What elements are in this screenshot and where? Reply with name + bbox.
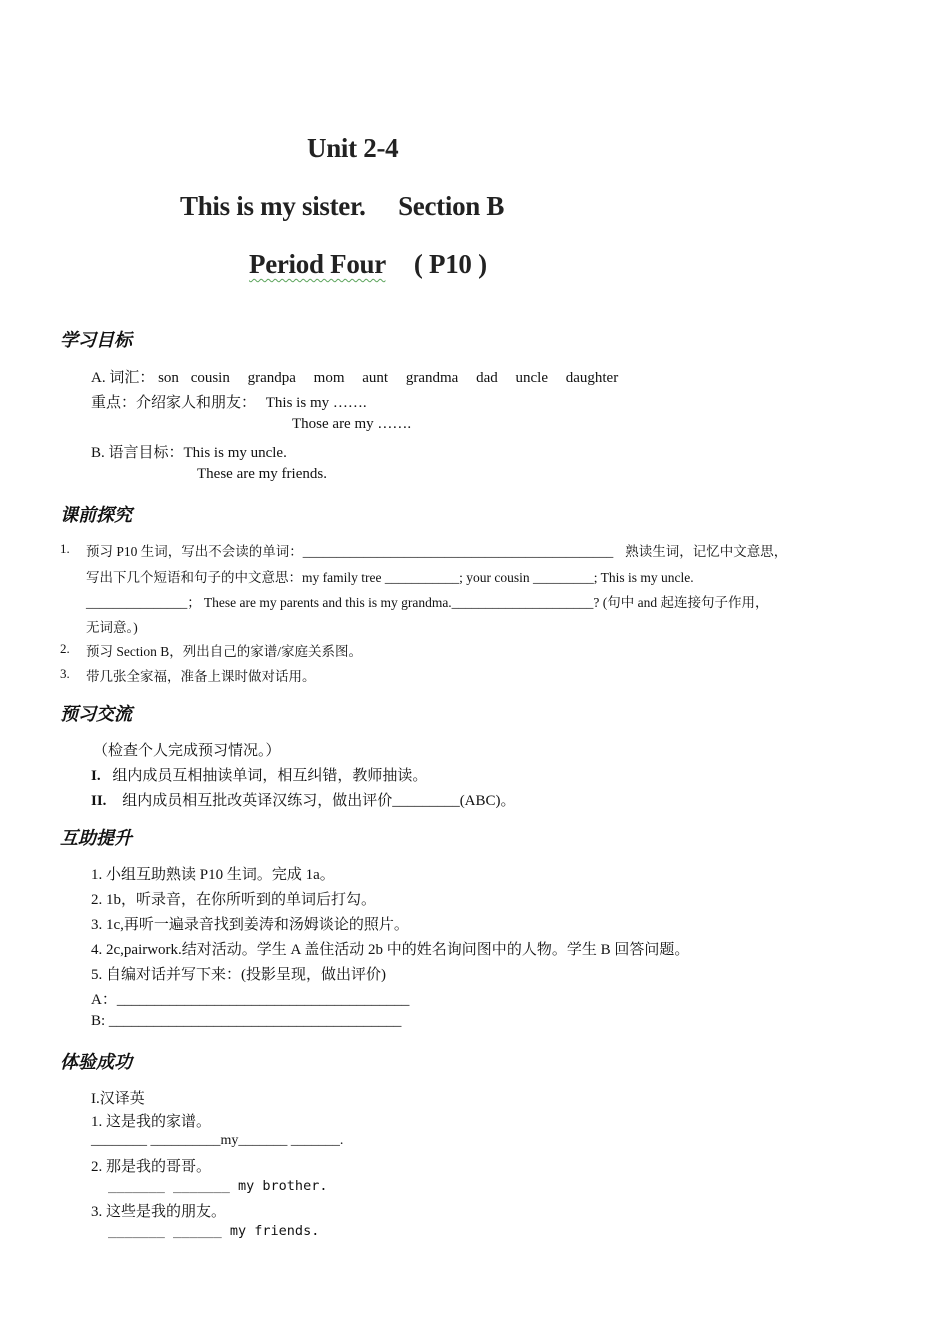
vocab-word: grandpa [247,370,296,386]
exchange-item-1-text: 组内成员互相抽读单词，相互纠错，教师抽读。 [112,768,428,784]
key-pattern-2: Those are my ……. [292,416,412,432]
preview-item-2: 预习 Section B，列出自己的家谱/家庭关系图。 [86,644,362,659]
vocab-word: son [158,370,179,386]
section-name: Section B [398,191,505,221]
lesson-title [180,191,504,222]
language-goal-2: These are my friends. [197,466,327,482]
vocab-word: uncle [515,370,548,386]
translation-question-2: 2. 那是我的哥哥。 [91,1159,212,1175]
dialogue-line-a: A：_______________________________________ [91,992,410,1008]
improve-item-5: 5. 自编对话并写下来：(投影呈现，做出评价) [91,967,386,983]
key-label: 重点：介绍家人和朋友： [91,395,257,411]
translation-question-1: 1. 这是我的家谱。 [91,1114,212,1130]
vocab-word: cousin [190,370,230,386]
translation-answer-3: _______ ______ my friends. [108,1223,320,1239]
roman-numeral: II. [91,793,107,809]
improve-item-1: 1. 小组互助熟读 P10 生词。完成 1a。 [91,867,335,883]
lesson-name: This is my sister. [180,191,366,221]
vocab-word: mom [313,370,345,386]
translation-answer-2: _______ _______ my brother. [108,1178,328,1194]
unit-title: Unit 2-4 [307,133,399,163]
success-subheading: I.汉译英 [91,1091,145,1107]
translation-answer-1: ________ __________my_______ _______. [91,1133,344,1148]
preview-item-3: 带几张全家福，准备上课时做对话用。 [86,669,316,684]
exchange-item-1 [91,764,427,785]
page-reference: ( P10 ) [413,249,487,279]
improve-item-4: 4. 2c,pairwork.结对活动。学生 A 盖住活动 2b 中的姓名询问图中的人物。学生 B 回答问题。 [91,942,690,958]
exchange-note: （检查个人完成预习情况。） [93,743,281,759]
preview-item-1-line-2: 写出下几个短语和句子的中文意思：my family tree ___________; your cousin _________; This is my uncle. [86,570,694,585]
improve-item-2: 2. 1b，听录音，在你所听到的单词后打勾。 [91,892,377,908]
dialogue-line-b: B: _______________________________________ [91,1013,402,1029]
vocab-word: daughter [565,370,619,386]
exchange-item-2 [91,789,516,810]
translation-question-3: 3. 这些是我的朋友。 [91,1204,227,1220]
vocab-word: grandma [405,370,459,386]
vocab-word: dad [476,370,498,386]
improve-heading: 互助提升 [60,828,132,849]
preview-item-1-line-3: _______________； These are my parents and this is my grandma._____________________? (句中 and 起连接句子作用， [86,595,769,610]
success-heading: 体验成功 [60,1052,132,1073]
answer-blank: ______________________________________________ [302,544,614,559]
vocab-line [91,366,618,387]
language-label: B. 语言目标： [91,445,184,461]
key-point-line [91,391,367,412]
preview-item-1-tail: 熟读生词，记忆中文意思， [625,544,788,559]
preview-item-1-line-4: 无词意。) [86,620,138,635]
roman-numeral: I. [91,768,101,784]
exchange-heading: 预习交流 [60,704,132,725]
period-name: Period Four [249,249,386,279]
vocab-word: aunt [362,370,389,386]
item-number: 2. [60,641,70,656]
preview-heading: 课前探究 [60,505,132,526]
exchange-item-2-text: 组内成员相互批改英译汉练习，做出评价_________(ABC)。 [122,793,516,809]
preview-item-1-text: 预习 P10 生词，写出不会读的单词： [86,544,303,559]
item-number: 1. [60,541,70,556]
period-title [249,249,487,280]
key-pattern: This is my ……. [265,395,367,411]
goals-heading: 学习目标 [60,330,132,351]
language-goal-line [91,441,287,462]
vocab-label: A. 词汇： [91,370,155,386]
language-goal-1: This is my uncle. [183,445,287,461]
improve-item-3: 3. 1c,再听一遍录音找到姜涛和汤姆谈论的照片。 [91,917,409,933]
preview-item-1-line-1 [86,540,787,560]
item-number: 3. [60,666,70,681]
